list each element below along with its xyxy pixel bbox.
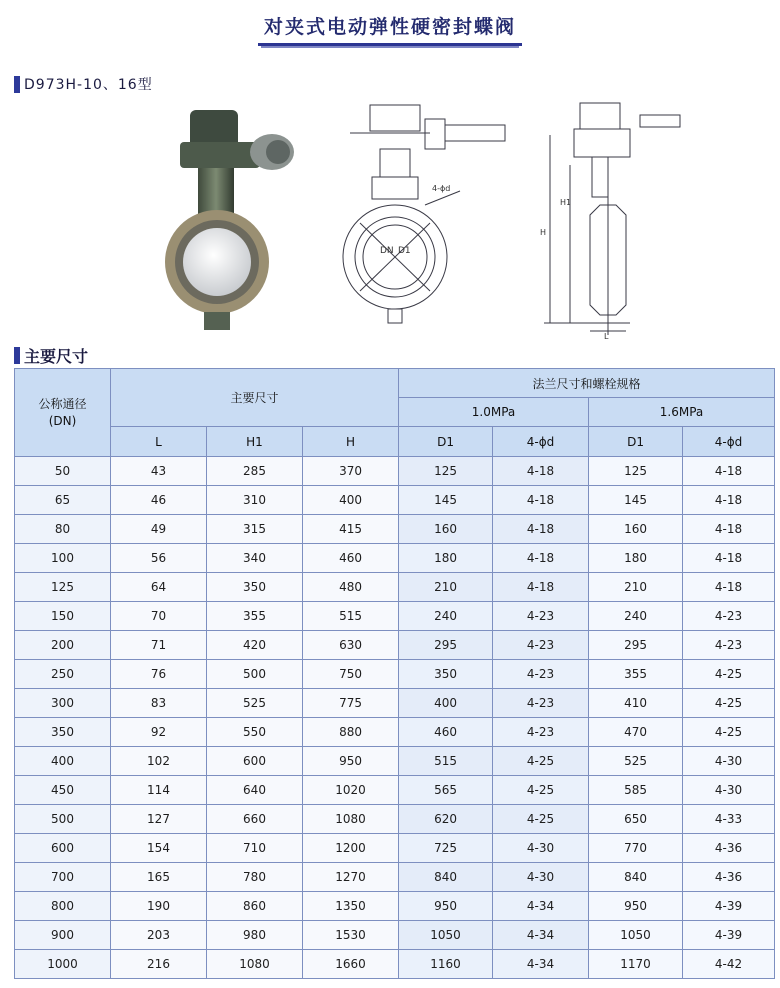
cell-h: 370 — [303, 457, 399, 486]
cell-h: 1530 — [303, 921, 399, 950]
table-row — [15, 718, 775, 747]
cell-h1: 780 — [207, 863, 303, 892]
cell-d1-1-0: 565 — [399, 776, 493, 805]
cell-d1-1-0: 460 — [399, 718, 493, 747]
cell-h1: 355 — [207, 602, 303, 631]
cell-bolts-1-6: 4-18 — [683, 544, 775, 573]
cell-h1: 315 — [207, 515, 303, 544]
cell-dn: 200 — [15, 631, 111, 660]
table-row — [15, 631, 775, 660]
cell-bolts-1-6: 4-30 — [683, 747, 775, 776]
cell-h: 1200 — [303, 834, 399, 863]
table-row — [15, 950, 775, 979]
model-label: D973H-10、16型 — [24, 77, 153, 93]
cell-bolts-1-0: 4-30 — [493, 834, 589, 863]
cell-l: 43 — [111, 457, 207, 486]
table-row — [15, 486, 775, 515]
cell-bolts-1-6: 4-39 — [683, 892, 775, 921]
cell-bolts-1-0: 4-23 — [493, 689, 589, 718]
cell-bolts-1-6: 4-25 — [683, 718, 775, 747]
cell-d1-1-0: 1160 — [399, 950, 493, 979]
cell-d1-1-6: 295 — [589, 631, 683, 660]
cell-l: 127 — [111, 805, 207, 834]
header-pressure-1-0: 1.0MPa — [399, 398, 589, 427]
cell-d1-1-0: 125 — [399, 457, 493, 486]
dimension-table — [14, 368, 775, 979]
cell-h1: 660 — [207, 805, 303, 834]
header-pressure-1-6: 1.6MPa — [589, 398, 775, 427]
cell-bolts-1-6: 4-18 — [683, 515, 775, 544]
cell-h1: 310 — [207, 486, 303, 515]
cell-d1-1-6: 160 — [589, 515, 683, 544]
cell-h1: 525 — [207, 689, 303, 718]
heading-marker — [14, 76, 20, 93]
cell-d1-1-6: 1170 — [589, 950, 683, 979]
cell-h: 515 — [303, 602, 399, 631]
cell-bolts-1-0: 4-23 — [493, 718, 589, 747]
cell-d1-1-0: 240 — [399, 602, 493, 631]
cell-d1-1-6: 410 — [589, 689, 683, 718]
bolt-label: 4-ϕd — [432, 184, 451, 193]
cell-h1: 710 — [207, 834, 303, 863]
cell-l: 70 — [111, 602, 207, 631]
cell-bolts-1-0: 4-23 — [493, 631, 589, 660]
cell-h: 400 — [303, 486, 399, 515]
h-label: H — [540, 228, 547, 237]
cell-d1-1-0: 210 — [399, 573, 493, 602]
cell-bolts-1-6: 4-18 — [683, 457, 775, 486]
cell-bolts-1-6: 4-33 — [683, 805, 775, 834]
cell-h: 950 — [303, 747, 399, 776]
cell-d1-1-6: 470 — [589, 718, 683, 747]
cell-bolts-1-0: 4-30 — [493, 863, 589, 892]
cell-dn: 700 — [15, 863, 111, 892]
cell-dn: 900 — [15, 921, 111, 950]
side-view-drawing — [530, 95, 700, 340]
cell-h1: 860 — [207, 892, 303, 921]
cell-d1-1-6: 145 — [589, 486, 683, 515]
cell-h1: 1080 — [207, 950, 303, 979]
l-label: L — [604, 332, 609, 340]
cell-h1: 600 — [207, 747, 303, 776]
table-body — [15, 457, 775, 979]
cell-bolts-1-0: 4-18 — [493, 486, 589, 515]
cell-d1-1-6: 770 — [589, 834, 683, 863]
dn-label: DN — [380, 246, 394, 256]
cell-h: 630 — [303, 631, 399, 660]
cell-h: 460 — [303, 544, 399, 573]
d1-label: D1 — [398, 246, 411, 256]
cell-bolts-1-0: 4-18 — [493, 515, 589, 544]
table-row — [15, 892, 775, 921]
cell-h: 415 — [303, 515, 399, 544]
cell-h: 1080 — [303, 805, 399, 834]
cell-bolts-1-0: 4-34 — [493, 921, 589, 950]
cell-d1-1-6: 1050 — [589, 921, 683, 950]
table-row — [15, 515, 775, 544]
table-row — [15, 863, 775, 892]
cell-dn: 600 — [15, 834, 111, 863]
table-row — [15, 573, 775, 602]
table-row — [15, 602, 775, 631]
cell-h: 750 — [303, 660, 399, 689]
cell-l: 64 — [111, 573, 207, 602]
cell-h1: 640 — [207, 776, 303, 805]
cell-d1-1-0: 950 — [399, 892, 493, 921]
cell-d1-1-0: 840 — [399, 863, 493, 892]
heading-marker — [14, 347, 20, 364]
cell-dn: 800 — [15, 892, 111, 921]
cell-d1-1-0: 350 — [399, 660, 493, 689]
cell-dn: 125 — [15, 573, 111, 602]
cell-dn: 250 — [15, 660, 111, 689]
cell-d1-1-0: 1050 — [399, 921, 493, 950]
page-title: 对夹式电动弹性硬密封蝶阀 — [258, 10, 522, 46]
cell-l: 46 — [111, 486, 207, 515]
cell-l: 83 — [111, 689, 207, 718]
cell-l: 71 — [111, 631, 207, 660]
table-header — [15, 369, 775, 457]
cell-d1-1-0: 725 — [399, 834, 493, 863]
cell-l: 216 — [111, 950, 207, 979]
header-bolts-1-0: 4-ϕd — [493, 427, 589, 457]
table-row — [15, 834, 775, 863]
table-row — [15, 805, 775, 834]
cell-dn: 65 — [15, 486, 111, 515]
header-nominal-unit: (DN) — [48, 413, 77, 428]
cell-bolts-1-6: 4-25 — [683, 689, 775, 718]
header-d1-1-0: D1 — [399, 427, 493, 457]
header-bolts-1-6: 4-ϕd — [683, 427, 775, 457]
cell-d1-1-6: 240 — [589, 602, 683, 631]
cell-h: 880 — [303, 718, 399, 747]
cell-dn: 400 — [15, 747, 111, 776]
cell-h: 775 — [303, 689, 399, 718]
cell-dn: 80 — [15, 515, 111, 544]
cell-bolts-1-6: 4-42 — [683, 950, 775, 979]
cell-bolts-1-6: 4-23 — [683, 631, 775, 660]
cell-d1-1-6: 125 — [589, 457, 683, 486]
cell-dn: 50 — [15, 457, 111, 486]
page-title-wrap — [0, 10, 780, 46]
cell-d1-1-0: 145 — [399, 486, 493, 515]
cell-bolts-1-6: 4-18 — [683, 573, 775, 602]
header-l: L — [111, 427, 207, 457]
cell-bolts-1-0: 4-34 — [493, 950, 589, 979]
cell-bolts-1-6: 4-39 — [683, 921, 775, 950]
cell-d1-1-6: 650 — [589, 805, 683, 834]
cell-l: 49 — [111, 515, 207, 544]
cell-bolts-1-6: 4-36 — [683, 863, 775, 892]
cell-bolts-1-6: 4-36 — [683, 834, 775, 863]
cell-d1-1-6: 585 — [589, 776, 683, 805]
cell-l: 203 — [111, 921, 207, 950]
table-row — [15, 776, 775, 805]
header-nominal-diameter — [15, 369, 111, 457]
cell-d1-1-6: 355 — [589, 660, 683, 689]
section-label: 主要尺寸 — [24, 347, 89, 366]
table-row — [15, 457, 775, 486]
cell-h1: 980 — [207, 921, 303, 950]
cell-d1-1-0: 515 — [399, 747, 493, 776]
header-nominal-label: 公称通径 — [38, 396, 87, 411]
cell-bolts-1-0: 4-34 — [493, 892, 589, 921]
cell-h: 480 — [303, 573, 399, 602]
cell-h: 1020 — [303, 776, 399, 805]
cell-h: 1660 — [303, 950, 399, 979]
cell-l: 114 — [111, 776, 207, 805]
front-view-drawing — [340, 95, 520, 330]
cell-d1-1-0: 620 — [399, 805, 493, 834]
cell-d1-1-6: 950 — [589, 892, 683, 921]
cell-h1: 350 — [207, 573, 303, 602]
cell-l: 56 — [111, 544, 207, 573]
cell-dn: 1000 — [15, 950, 111, 979]
cell-bolts-1-6: 4-30 — [683, 776, 775, 805]
cell-h: 1350 — [303, 892, 399, 921]
cell-bolts-1-6: 4-25 — [683, 660, 775, 689]
dimensions-heading — [14, 344, 88, 367]
cell-bolts-1-0: 4-23 — [493, 602, 589, 631]
cell-l: 76 — [111, 660, 207, 689]
cell-h1: 420 — [207, 631, 303, 660]
header-h: H — [303, 427, 399, 457]
cell-l: 190 — [111, 892, 207, 921]
cell-dn: 150 — [15, 602, 111, 631]
cell-l: 102 — [111, 747, 207, 776]
cell-l: 165 — [111, 863, 207, 892]
cell-d1-1-6: 525 — [589, 747, 683, 776]
cell-h1: 550 — [207, 718, 303, 747]
table-row — [15, 544, 775, 573]
cell-bolts-1-0: 4-18 — [493, 573, 589, 602]
table-row — [15, 660, 775, 689]
cell-h1: 500 — [207, 660, 303, 689]
cell-d1-1-0: 400 — [399, 689, 493, 718]
cell-dn: 450 — [15, 776, 111, 805]
cell-h1: 340 — [207, 544, 303, 573]
cell-l: 154 — [111, 834, 207, 863]
cell-bolts-1-6: 4-18 — [683, 486, 775, 515]
model-heading — [14, 74, 153, 94]
cell-h1: 285 — [207, 457, 303, 486]
cell-bolts-1-0: 4-18 — [493, 457, 589, 486]
cell-bolts-1-0: 4-25 — [493, 776, 589, 805]
cell-d1-1-6: 840 — [589, 863, 683, 892]
cell-h: 1270 — [303, 863, 399, 892]
cell-bolts-1-6: 4-23 — [683, 602, 775, 631]
cell-bolts-1-0: 4-25 — [493, 747, 589, 776]
cell-d1-1-0: 160 — [399, 515, 493, 544]
header-main-dimensions: 主要尺寸 — [111, 369, 399, 427]
cell-d1-1-0: 295 — [399, 631, 493, 660]
cell-d1-1-6: 180 — [589, 544, 683, 573]
table-row — [15, 689, 775, 718]
h1-label: H1 — [560, 198, 572, 207]
table-row — [15, 747, 775, 776]
cell-bolts-1-0: 4-23 — [493, 660, 589, 689]
cell-dn: 300 — [15, 689, 111, 718]
table-row — [15, 921, 775, 950]
cell-d1-1-0: 180 — [399, 544, 493, 573]
cell-l: 92 — [111, 718, 207, 747]
cell-dn: 500 — [15, 805, 111, 834]
cell-dn: 350 — [15, 718, 111, 747]
cell-bolts-1-0: 4-25 — [493, 805, 589, 834]
header-h1: H1 — [207, 427, 303, 457]
valve-photo — [160, 102, 310, 334]
cell-d1-1-6: 210 — [589, 573, 683, 602]
cell-dn: 100 — [15, 544, 111, 573]
cell-bolts-1-0: 4-18 — [493, 544, 589, 573]
header-d1-1-6: D1 — [589, 427, 683, 457]
header-flange-bolts: 法兰尺寸和螺栓规格 — [399, 369, 775, 398]
